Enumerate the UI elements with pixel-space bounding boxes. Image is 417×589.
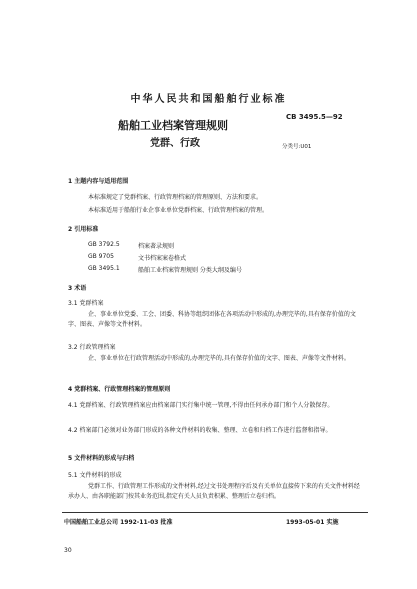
section-1-para-1: 本标准规定了党群档案、行政管理档案的管理原则、方法和要求。	[88, 194, 263, 201]
implementation-date: 1993-05-01 实施	[286, 519, 339, 526]
reference-title: 档案著录规则	[138, 243, 175, 250]
footer-divider	[62, 512, 368, 513]
reference-title: 船舶工业档案管理规则 分类大纲及编号	[138, 267, 242, 274]
reference-item	[88, 265, 358, 273]
clause-4-2: 4.2 档案部门必须对业务部门形成的各种文件材料的收集、整理、立卷和归档工作进行监督和指导。	[68, 427, 332, 434]
section-3-heading: 3 术语	[68, 285, 87, 292]
term-3-1: 3.1 党群档案	[68, 300, 104, 307]
term-3-2-definition: 企、事业单位在行政管理活动中形成的,办理完毕的,具有保存价值的文字、图表、声像等文件材料。	[88, 355, 350, 362]
document-subtitle: 党群、行政	[150, 138, 200, 149]
reference-item	[88, 253, 338, 261]
approval-date: 中国船舶工业总公司 1992-11-03 批准	[64, 519, 173, 526]
standard-type: 中华人民共和国船舶行业标准	[130, 94, 287, 105]
clause-5-1: 5.1 文件材料的形成	[68, 472, 122, 479]
section-4-heading: 4 党群档案、行政管理档案的管理原则	[68, 386, 171, 393]
reference-code: GB 3495.1	[88, 265, 120, 272]
clause-5-1-body: 党群工作、行政管理工作形成的文件材料,经过文书处理程序后及有关单位直接传下来的有关文件材料经承办人、由各职能部门按其业务范围,指定有关人员负责积累、整理后立卷归档。	[68, 483, 360, 500]
section-5-heading: 5 文件材料的形成与归档	[68, 455, 135, 462]
page-number: 30	[64, 547, 72, 554]
section-2-heading: 2 引用标准	[68, 226, 99, 233]
clause-4-1: 4.1 党群档案、行政管理档案应由档案部门实行集中统一管理,不得由任何承办部门和个人分散保存。	[68, 402, 334, 409]
term-3-2: 3.2 行政管理档案	[68, 344, 116, 351]
reference-title: 文书档案案卷格式	[138, 255, 187, 262]
reference-item	[88, 241, 338, 249]
classification-number: 分类号:U01	[282, 144, 312, 150]
reference-code: GB 9705	[88, 253, 114, 260]
reference-code: GB 3792.5	[88, 241, 120, 248]
document-title: 船舶工业档案管理规则	[118, 119, 228, 132]
section-1-heading: 1 主题内容与适用范围	[68, 178, 129, 185]
term-3-1-definition: 企、事业单位党委、工会、团委、科协等组织团体在各项活动中形成的,办理完毕的,具有保存价值的文字、图表、声像等文件材料。	[68, 311, 356, 328]
standard-code: CB 3495.5—92	[286, 113, 343, 121]
section-1-para-2: 本标准适用于船舶行业企事业单位党群档案、行政管理档案的管理。	[88, 207, 269, 214]
